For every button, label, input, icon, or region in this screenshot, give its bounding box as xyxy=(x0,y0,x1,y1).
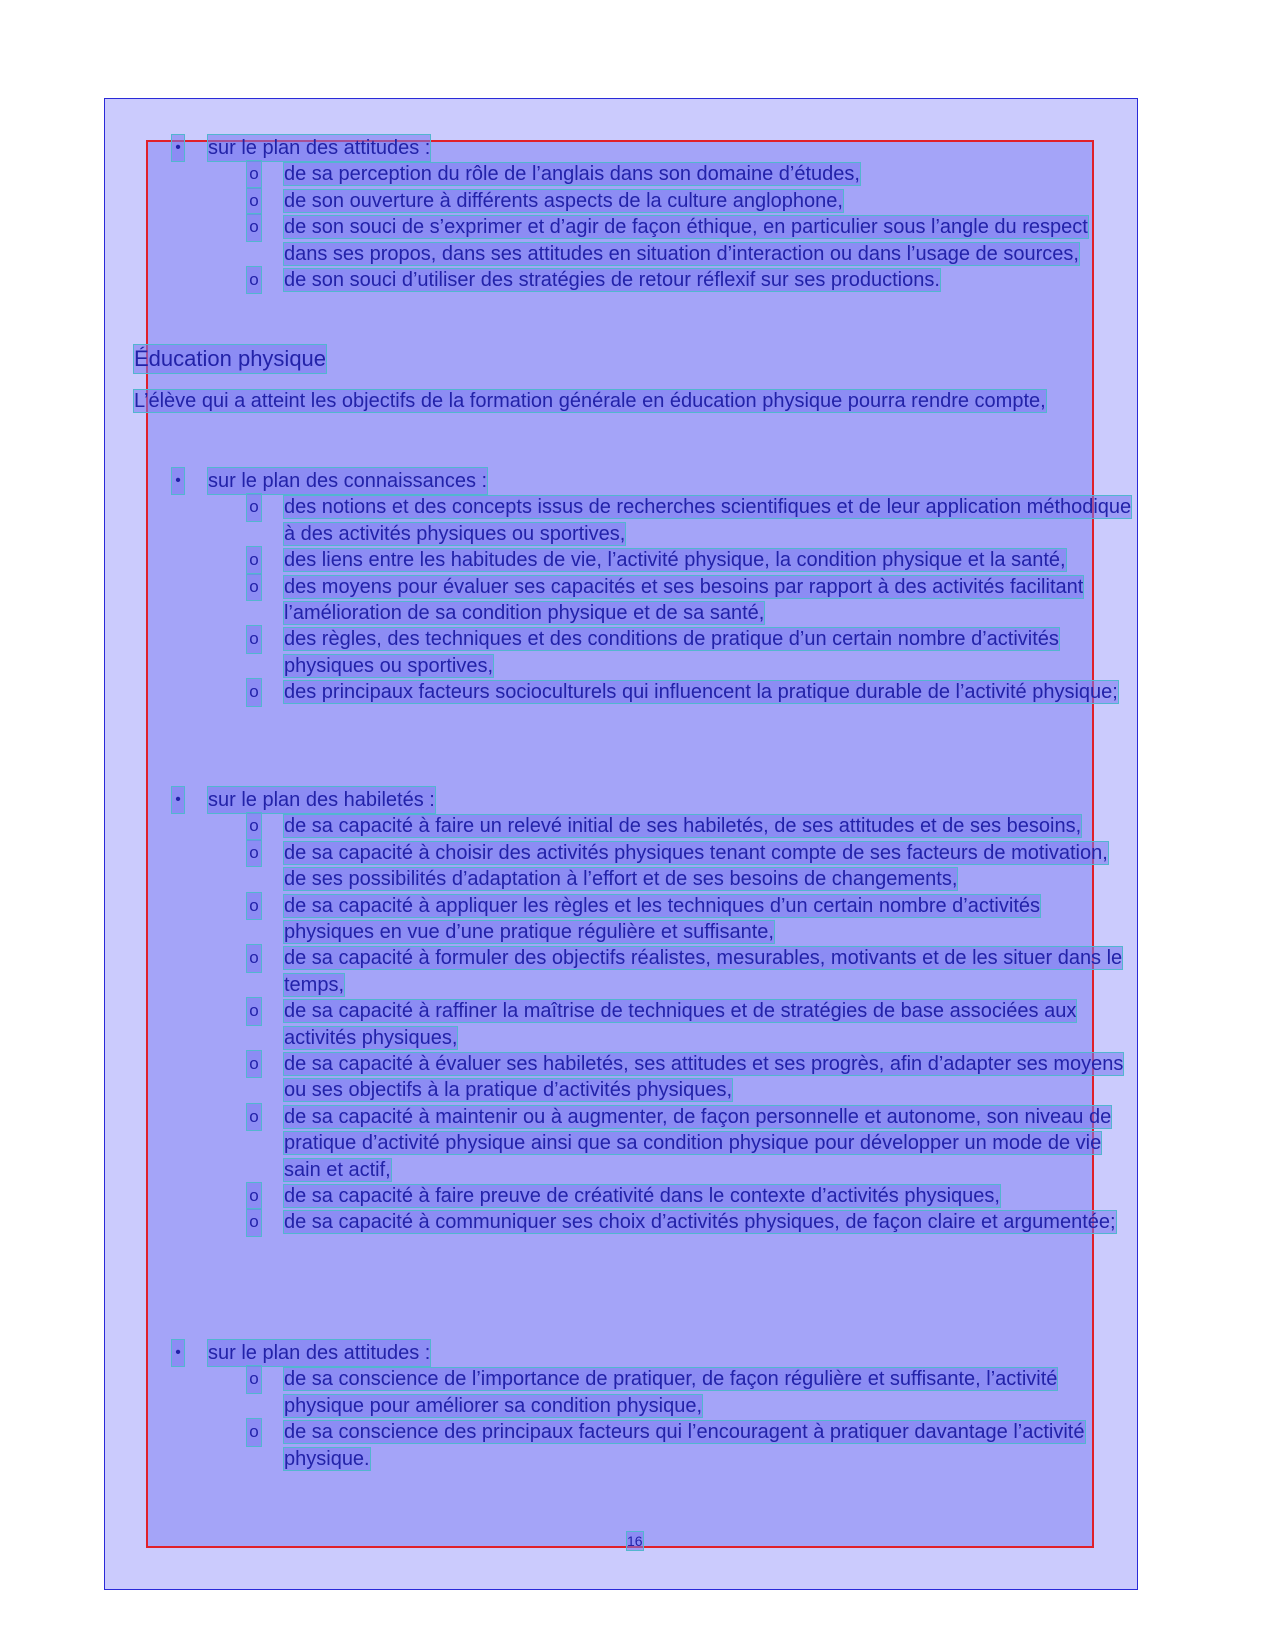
sub-bullet-marker: o xyxy=(247,1104,261,1130)
bullet-label: sur le plan des habiletés : xyxy=(208,787,435,813)
skills-section xyxy=(0,787,1275,1236)
list-item-text: des notions et des concepts issus de recherches scientifiques et de leur application méthodique à des activités physiques ou sportives, xyxy=(284,496,1132,545)
list-item xyxy=(0,945,1132,998)
sub-bullet-marker: o xyxy=(247,494,261,520)
list-item-text: de sa capacité à formuler des objectifs réalistes, mesurables, motivants et de les situer dans le temps, xyxy=(284,947,1123,996)
sub-bullet-marker: o xyxy=(247,161,261,187)
list-item xyxy=(0,188,1132,214)
list-item-text: de sa capacité à communiquer ses choix d’activités physiques, de façon claire et argumentée; xyxy=(284,1211,1116,1234)
sub-bullet-marker: o xyxy=(247,214,261,240)
list-item xyxy=(0,161,1132,187)
intro-text: L’élève qui a atteint les objectifs de la formation générale en éducation physique pourra rendre compte, xyxy=(134,390,1046,412)
sub-bullet-marker: o xyxy=(247,840,261,866)
sub-bullet-marker: o xyxy=(247,188,261,214)
list-item-text: de sa conscience de l’importance de pratiquer, de façon régulière et suffisante, l’activité physique pour améliorer sa condition physique, xyxy=(284,1368,1058,1417)
list-item xyxy=(0,998,1132,1051)
list-item xyxy=(0,1183,1132,1209)
list-item xyxy=(0,214,1132,267)
knowledge-section xyxy=(0,468,1275,706)
list-item-text: de sa capacité à appliquer les règles et les techniques d’un certain nombre d’activités physiques en vue d’une pratique régulière et suffisante, xyxy=(284,894,1040,944)
list-item xyxy=(0,893,1132,946)
bullet-marker: • xyxy=(172,135,184,161)
bullet-label: sur le plan des attitudes : xyxy=(208,1340,430,1366)
section-heading: Éducation physique xyxy=(134,346,327,371)
list-item-text: de sa perception du rôle de l’anglais dans son domaine d’études, xyxy=(284,163,860,186)
list-item xyxy=(0,679,1132,705)
list-item-text: de sa capacité à raffiner la maîtrise de techniques et de stratégies de base associées aux activités physiques, xyxy=(284,1000,1077,1049)
bullet-row xyxy=(0,1340,1275,1366)
list-item-text: de sa capacité à évaluer ses habiletés, ses attitudes et ses progrès, afin d’adapter ses moyens ou ses objectifs à la pratique d’activités physiques, xyxy=(284,1053,1124,1102)
list-item-text: de son souci d’utiliser des stratégies de retour réflexif sur ses productions. xyxy=(284,269,940,292)
list-item xyxy=(0,1419,1132,1472)
sub-bullet-marker: o xyxy=(247,679,261,705)
sub-list xyxy=(0,813,1275,1236)
sub-bullet-marker: o xyxy=(247,945,261,971)
list-item-text: de sa capacité à maintenir ou à augmenter, de façon personnelle et autonome, son niveau de pratique d’activité physique ainsi que sa condition physique pour développer un mode de vie sain et actif, xyxy=(284,1105,1112,1181)
sub-list xyxy=(0,494,1275,705)
sub-bullet-marker: o xyxy=(247,547,261,573)
list-item xyxy=(0,840,1132,893)
list-item-text: de sa capacité à choisir des activités physiques tenant compte de ses facteurs de motivation, de ses possibilités d’adaptation à l’effort et de ses besoins de changements, xyxy=(284,841,1108,891)
list-item xyxy=(0,574,1132,627)
sub-bullet-marker: o xyxy=(247,267,261,293)
previous-attitudes-section xyxy=(0,135,1275,293)
bullet-label: sur le plan des attitudes : xyxy=(208,135,430,161)
list-item-text: des principaux facteurs socioculturels qui influencent la pratique durable de l’activité physique; xyxy=(284,681,1118,704)
bullet-label: sur le plan des connaissances : xyxy=(208,468,487,494)
bullet-row xyxy=(0,135,1275,161)
bullet-row xyxy=(0,787,1275,813)
list-item-text: de sa capacité à faire preuve de créativité dans le contexte d’activités physiques, xyxy=(284,1185,1000,1208)
list-item-text: des moyens pour évaluer ses capacités et ses besoins par rapport à des activités facilitant l’amélioration de sa condition physique et de sa santé, xyxy=(284,575,1084,625)
list-item xyxy=(0,1051,1132,1104)
sub-list xyxy=(0,1366,1275,1472)
page-number: 16 xyxy=(627,1533,643,1549)
section-intro xyxy=(134,388,1094,414)
list-item xyxy=(0,494,1132,547)
list-item xyxy=(0,547,1132,573)
sub-bullet-marker: o xyxy=(247,1209,261,1235)
bullet-marker: • xyxy=(172,787,184,813)
attitudes-section xyxy=(0,1340,1275,1472)
list-item xyxy=(0,267,1132,293)
bullet-row xyxy=(0,468,1275,494)
sub-bullet-marker: o xyxy=(247,1051,261,1077)
sub-bullet-marker: o xyxy=(247,1183,261,1209)
list-item-text: de son souci de s’exprimer et d’agir de façon éthique, en particulier sous l’angle du respect dans ses propos, dans ses attitudes en situation d’interaction ou dans l’usage de sources, xyxy=(284,216,1088,265)
sub-bullet-marker: o xyxy=(247,813,261,839)
list-item xyxy=(0,1209,1132,1235)
sub-list xyxy=(0,161,1275,293)
sub-bullet-marker: o xyxy=(247,893,261,919)
list-item xyxy=(0,1366,1132,1419)
sub-bullet-marker: o xyxy=(247,1419,261,1445)
sub-bullet-marker: o xyxy=(247,574,261,600)
sub-bullet-marker: o xyxy=(247,998,261,1024)
list-item-text: de sa capacité à faire un relevé initial de ses habiletés, de ses attitudes et de ses besoins, xyxy=(284,815,1082,838)
list-item xyxy=(0,1104,1132,1183)
list-item-text: de son ouverture à différents aspects de la culture anglophone, xyxy=(284,189,843,212)
list-item-text: de sa conscience des principaux facteurs qui l’encouragent à pratiquer davantage l’activité physique. xyxy=(284,1421,1085,1470)
list-item-text: des liens entre les habitudes de vie, l’activité physique, la condition physique et la santé, xyxy=(284,549,1066,572)
sub-bullet-marker: o xyxy=(247,626,261,652)
bullet-marker: • xyxy=(172,468,184,494)
sub-bullet-marker: o xyxy=(247,1366,261,1392)
list-item xyxy=(0,813,1132,839)
list-item xyxy=(0,626,1132,679)
bullet-marker: • xyxy=(172,1340,184,1366)
list-item-text: des règles, des techniques et des conditions de pratique d’un certain nombre d’activités physiques ou sportives, xyxy=(284,628,1059,677)
